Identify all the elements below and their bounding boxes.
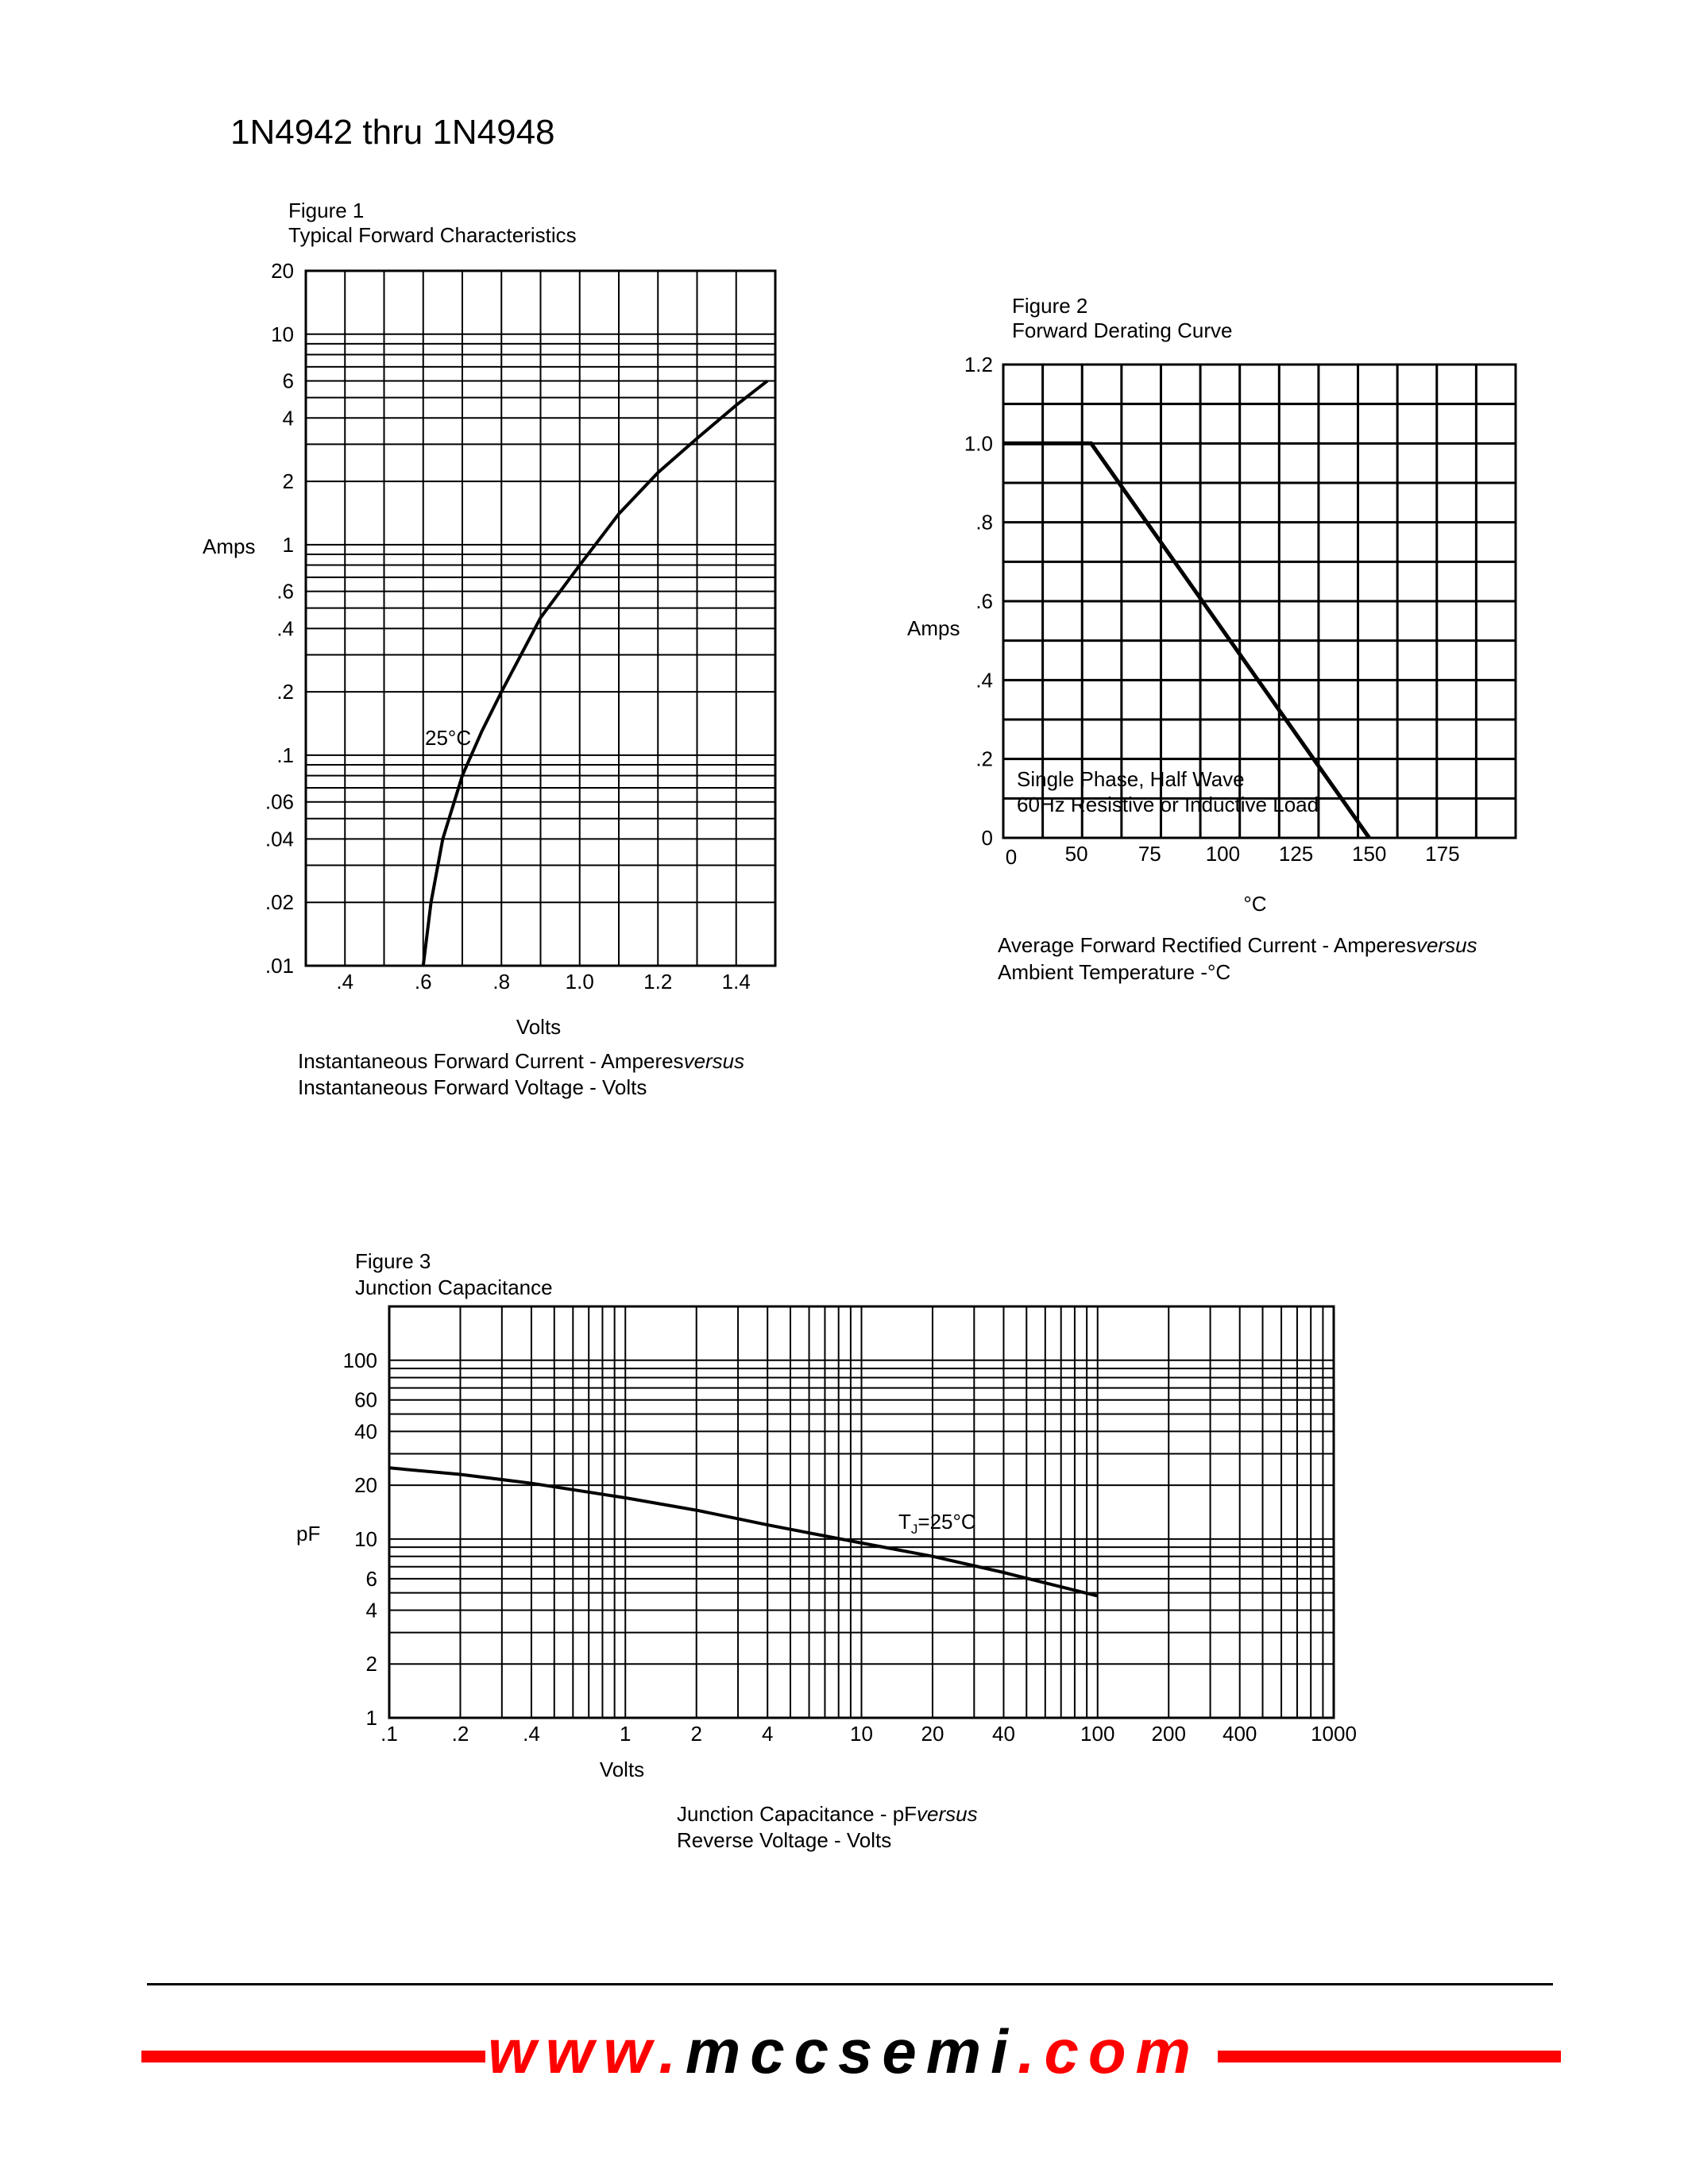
- x-tick-label: 10: [850, 1722, 873, 1746]
- figure-2-caption-line-1: Average Forward Rectified Current - Amperesversus: [998, 933, 1477, 957]
- figure-3-title: Junction Capacitance: [355, 1275, 553, 1299]
- figure-1-caption-line-1: Instantaneous Forward Current - Amperesversus: [298, 1049, 745, 1073]
- y-tick-label: 1: [365, 1706, 377, 1730]
- footer-website-link[interactable]: [0, 2016, 1688, 2088]
- x-tick-label: 125: [1278, 842, 1314, 866]
- y-tick-label: 1.0: [964, 431, 993, 456]
- y-tick-label: 10: [354, 1526, 377, 1551]
- x-tick-label: .1: [380, 1722, 398, 1746]
- x-tick-label: 200: [1151, 1722, 1186, 1746]
- y-tick-label: .1: [276, 743, 294, 767]
- y-tick-label: .6: [276, 579, 294, 604]
- y-tick-label: .2: [975, 747, 993, 771]
- x-tick-label: 175: [1425, 842, 1460, 866]
- y-tick-label: .8: [975, 510, 993, 534]
- figure-1-annotation: 25°C: [425, 726, 472, 750]
- y-tick-label: 2: [365, 1652, 377, 1677]
- y-tick-label: 1: [282, 532, 294, 557]
- figure-3-curve: [389, 1468, 1098, 1596]
- x-tick-label: .6: [414, 970, 432, 994]
- y-tick-label: .4: [276, 616, 294, 641]
- figure-3-xlabel: Volts: [599, 1758, 645, 1781]
- x-tick-label: 150: [1352, 842, 1387, 866]
- figure-1-label: Figure 1: [288, 199, 365, 222]
- y-tick-label: 4: [365, 1598, 377, 1623]
- footer-divider: [147, 1983, 1553, 1985]
- y-tick-label: 60: [354, 1387, 377, 1412]
- footer-url-suffix: .com: [1017, 2016, 1200, 2086]
- x-tick-label: 50: [1064, 842, 1088, 866]
- x-tick-label: 100: [1080, 1722, 1115, 1746]
- footer-url-main: mccsemi: [685, 2016, 1018, 2086]
- y-tick-label: 20: [354, 1473, 377, 1498]
- y-tick-label: 0: [981, 826, 993, 850]
- y-tick-label: 100: [342, 1348, 377, 1372]
- figure-2-label: Figure 2: [1012, 294, 1088, 318]
- x-tick-label: 1.2: [643, 970, 673, 994]
- y-tick-label: .02: [265, 890, 294, 915]
- y-tick-label: 40: [354, 1419, 377, 1444]
- x-tick-label: 20: [921, 1722, 944, 1746]
- figure-2-annotation-2: 60Hz Resistive or Inductive Load: [1017, 793, 1319, 816]
- x-tick-label: 4: [761, 1722, 774, 1746]
- x-tick-label: 2: [690, 1722, 702, 1746]
- x-tick-label: 75: [1138, 842, 1161, 866]
- y-tick-label: 4: [282, 406, 294, 430]
- figure-3-label: Figure 3: [355, 1249, 431, 1273]
- x-tick-label: 100: [1205, 842, 1241, 866]
- figure-1-title: Typical Forward Characteristics: [288, 223, 577, 247]
- y-tick-label: 1.2: [964, 353, 993, 376]
- x-tick-label: 1.4: [721, 970, 751, 994]
- figure-3-annotation: $T_J=25^\circ C$: [898, 1510, 976, 1537]
- x-tick-label: 1.0: [565, 970, 594, 994]
- y-tick-label: 20: [271, 259, 294, 283]
- y-tick-label: .04: [265, 827, 294, 851]
- x-tick-label: 1: [620, 1722, 632, 1746]
- figure-1-ylabel: Amps: [203, 534, 256, 558]
- y-tick-label: .6: [975, 589, 993, 613]
- footer-url-prefix: www.: [488, 2016, 686, 2086]
- y-tick-label: .4: [975, 668, 993, 693]
- y-tick-label: 2: [282, 469, 294, 494]
- x-tick-label: .4: [336, 970, 354, 994]
- figure-2-title: Forward Derating Curve: [1012, 318, 1233, 342]
- x-tick-label: .4: [523, 1722, 540, 1746]
- y-tick-label: 6: [365, 1566, 377, 1591]
- y-tick-label: 10: [271, 322, 294, 346]
- figure-3-ylabel: pF: [296, 1522, 321, 1545]
- figure-2-caption-line-2: Ambient Temperature -°C: [998, 960, 1231, 984]
- y-tick-label: .01: [265, 954, 294, 978]
- x-tick-label: 1000: [1311, 1722, 1357, 1746]
- figure-3-caption-line-2: Reverse Voltage - Volts: [677, 1828, 892, 1852]
- x-tick-label: .8: [492, 970, 511, 994]
- y-tick-label: 6: [282, 369, 294, 393]
- x-tick-label: .2: [451, 1722, 469, 1746]
- x-tick-label: 400: [1223, 1722, 1257, 1746]
- figure-2-annotation-1: Single Phase, Half Wave: [1017, 767, 1245, 791]
- figure-2-ylabel: Amps: [907, 616, 960, 640]
- y-tick-label: .2: [276, 680, 294, 704]
- x-tick-label: 40: [992, 1722, 1015, 1746]
- figure-2-xlabel: °C: [1243, 892, 1267, 916]
- figure-3-caption-line-1: Junction Capacitance - pFversus: [677, 1802, 978, 1826]
- page-title: 1N4942 thru 1N4948: [230, 113, 555, 152]
- figure-1-caption-line-2: Instantaneous Forward Voltage - Volts: [298, 1075, 647, 1099]
- x-tick-label: 0: [1005, 845, 1018, 869]
- y-tick-label: .06: [265, 789, 294, 814]
- figure-1-xlabel: Volts: [516, 1015, 562, 1039]
